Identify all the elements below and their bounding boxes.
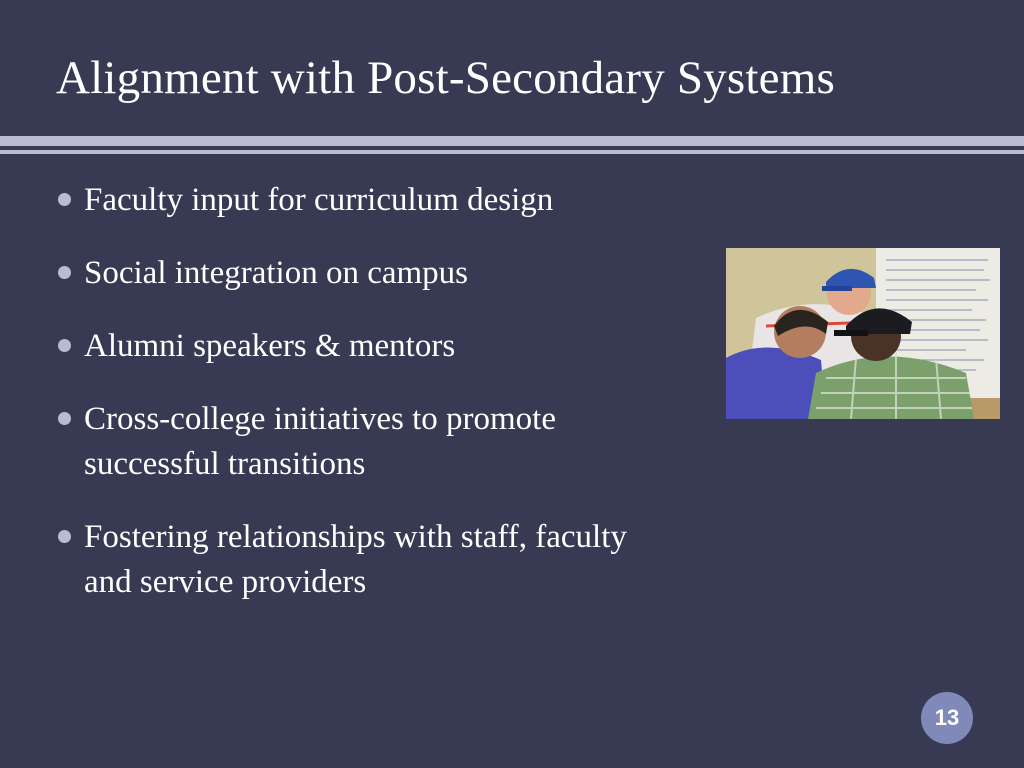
title-divider-thick [0,136,1024,146]
bullet-text: Social integration on campus [84,255,468,291]
bullet-item [56,515,676,605]
bullet-list [56,178,676,633]
bullet-item [56,178,676,223]
bullet-item [56,251,676,296]
bullet-dot-icon [58,266,71,279]
students-photo [726,248,1000,419]
bullet-dot-icon [58,339,71,352]
bullet-text: Fostering relationships with staff, faculty and service providers [84,519,627,600]
page-number-badge: 13 [921,692,973,744]
bullet-dot-icon [58,412,71,425]
title-divider-thin [0,150,1024,154]
slide-title: Alignment with Post-Secondary Systems [56,52,835,104]
bullet-dot-icon [58,530,71,543]
bullet-text: Cross-college initiatives to promote successful transitions [84,401,556,482]
bullet-text: Alumni speakers & mentors [84,328,456,364]
bullet-text: Faculty input for curriculum design [84,182,554,218]
bullet-item [56,324,676,369]
bullet-dot-icon [58,193,71,206]
bullet-item [56,397,676,487]
